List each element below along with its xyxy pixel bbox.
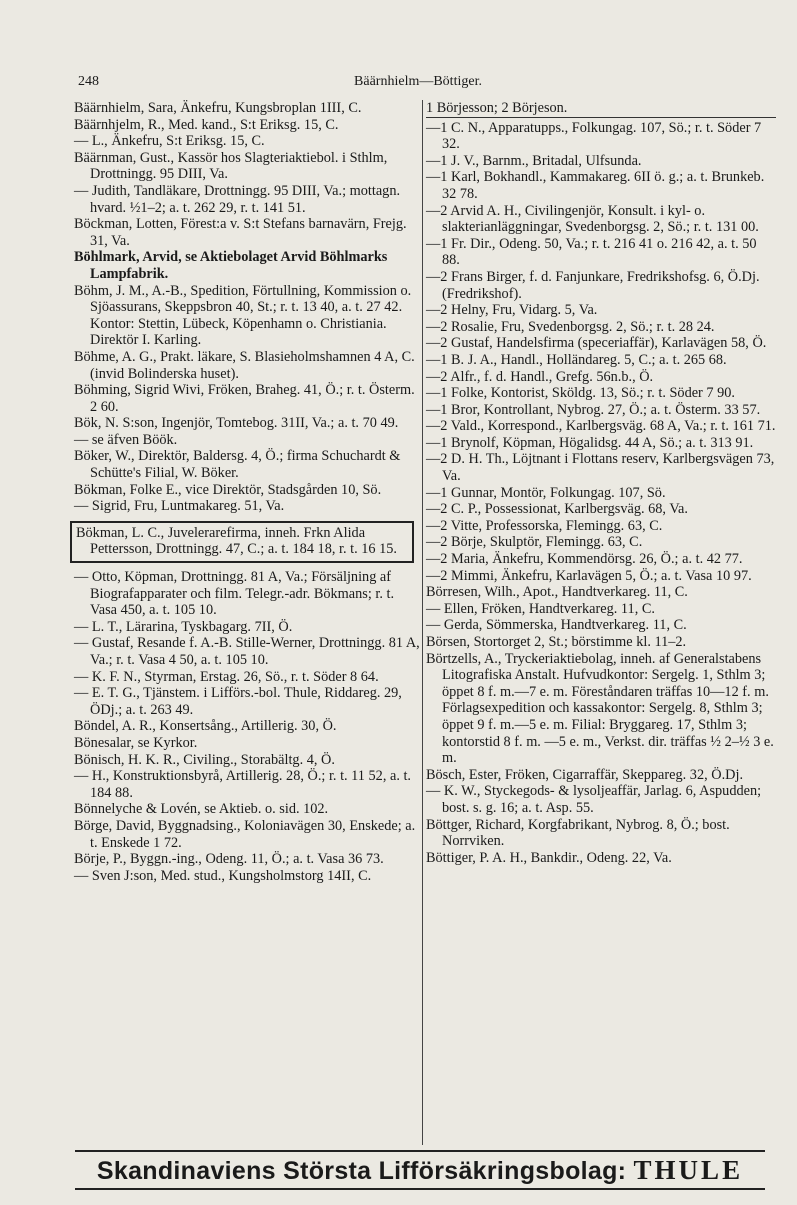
directory-entry: Böhming, Sigrid Wivi, Fröken, Braheg. 41, Ö.; r. t. Österm. 2 60. <box>74 382 415 415</box>
directory-entry: Bönnelyche & Lovén, se Aktieb. o. sid. 102. <box>74 801 329 818</box>
directory-entry: Bök, N. S:son, Ingenjör, Tomtebog. 31II, Va.; a. t. 70 49. <box>74 415 399 432</box>
directory-entry: Börresen, Wilh., Apot., Handtverkareg. 11, C. <box>426 584 688 601</box>
banner-brand: THULE <box>633 1155 744 1185</box>
directory-entry: —2 Gustaf, Handelsfirma (speceriaffär), Karlavägen 58, Ö. <box>426 335 767 352</box>
directory-entry: — H., Konstruktionsbyrå, Artillerig. 28, Ö.; r. t. 11 52, a. t. 184 88. <box>74 768 412 801</box>
directory-entry: — L. T., Lärarina, Tyskbagarg. 7II, Ö. <box>74 618 293 635</box>
directory-entry: —2 Alfr., f. d. Handl., Grefg. 56n.b., Ö. <box>426 368 654 385</box>
directory-entry: — Sigrid, Fru, Luntmakareg. 51, Va. <box>74 498 285 515</box>
advertisement-box <box>70 521 414 563</box>
directory-entry: —1 J. V., Barnm., Britadal, Ulfsunda. <box>426 152 642 169</box>
banner-text: Skandinaviens Största Lifförsäkringsbolag: <box>96 1157 627 1185</box>
directory-entry: Bäärnhjelm, R., Med. kand., S:t Eriksg. 15, C. <box>74 116 339 133</box>
directory-entry: —1 Folke, Kontorist, Sköldg. 13, Sö.; r. t. Söder 7 90. <box>426 385 735 402</box>
directory-entry: —2 D. H. Th., Löjtnant i Flottans reserv, Karlbergsvägen 73, Va. <box>426 451 775 485</box>
directory-entry: Böttger, Richard, Korgfabrikant, Nybrog. 8, Ö.; bost. Norrviken. <box>426 816 730 850</box>
advertisement-entry: Bökman, L. C., Juvelerarefirma, inneh. Frkn Alida Pettersson, Drottningg. 47, C.; a. t. 184 18, r. t. 16 15. <box>76 524 397 558</box>
directory-entry: Böhme, A. G., Prakt. läkare, S. Blasieholmshamnen 4 A, C. (invid Bolinderska huset). <box>74 348 415 382</box>
directory-entry: Börje, P., Byggn.-ing., Odeng. 11, Ö.; a. t. Vasa 36 73. <box>74 851 384 868</box>
directory-entry: — L., Änkefru, S:t Eriksg. 15, C. <box>74 133 265 150</box>
directory-entry: Börge, David, Byggnadsing., Koloniavägen 30, Enskede; a. t. Enskede 1 72. <box>74 817 416 851</box>
directory-entry: —1 C. N., Apparatupps., Folkungag. 107, Sö.; r. t. Söder 7 32. <box>426 119 762 153</box>
directory-entry: Böttiger, P. A. H., Bankdir., Odeng. 22, Va. <box>426 849 672 866</box>
directory-entry: Böhm, J. M., A.-B., Spedition, Förtullning, Kommission o. Sjöassurans, Skeppsbron 40, St.; r. t. 13 40, a. t. 27 42. Kontor: Stettin, Lübeck, Köpenhamn o. Christiania. Direktör I. Karling. <box>74 282 412 349</box>
left-column <box>74 100 420 884</box>
directory-entry: Böhlmark, Arvid, se Aktiebolaget Arvid Böhlmarks Lampfabrik. <box>74 249 388 282</box>
directory-entry: —1 B. J. A., Handl., Holländareg. 5, C.; a. t. 265 68. <box>426 351 727 368</box>
directory-entry: — K. F. N., Styrman, Erstag. 26, Sö., r. t. Söder 8 64. <box>74 668 379 685</box>
directory-entry: —1 Fr. Dir., Odeng. 50, Va.; r. t. 216 41 o. 216 42, a. t. 50 88. <box>426 235 757 269</box>
directory-entry: —2 Vald., Korrespond., Karlbergsväg. 68 A, Va.; r. t. 161 71. <box>426 418 776 435</box>
directory-entry: — E. T. G., Tjänstem. i Lifförs.-bol. Thule, Riddareg. 29, ÖDj.; a. t. 263 49. <box>74 685 402 718</box>
right-column <box>426 100 776 866</box>
directory-entry: —1 Gunnar, Montör, Folkungag. 107, Sö. <box>426 484 666 501</box>
left-entries-bottom <box>74 569 420 884</box>
directory-entry: Böker, W., Direktör, Baldersg. 4, Ö.; firma Schuchardt & Schütte's Filial, W. Böker. <box>74 448 401 482</box>
directory-entry: — Ellen, Fröken, Handtverkareg. 11, C. <box>426 600 655 617</box>
page-number: 248 <box>78 74 99 89</box>
directory-entry: — Gerda, Sömmerska, Handtverkareg. 11, C. <box>426 617 687 634</box>
directory-entry: —1 Bror, Kontrollant, Nybrog. 27, Ö.; a. t. Österm. 33 57. <box>426 401 761 418</box>
directory-entry: —2 Maria, Änkefru, Kommendörsg. 26, Ö.; a. t. 42 77. <box>426 551 743 568</box>
directory-entry: Bäärnman, Gust., Kassör hos Slagteriaktiebol. i Sthlm, Drottningg. 95 DIII, Va. <box>74 149 388 183</box>
column-divider <box>422 100 423 1145</box>
directory-entry: Bökman, Folke E., vice Direktör, Stadsgården 10, Sö. <box>74 481 382 498</box>
directory-entry: —1 Karl, Bokhandl., Kammakareg. 6II ö. g.; a. t. Brunkeb. 32 78. <box>426 169 765 202</box>
directory-entry: — Sven J:son, Med. stud., Kungsholmstorg 14II, C. <box>74 867 372 884</box>
advertisement-banner <box>75 1150 765 1190</box>
directory-entry: —2 Frans Birger, f. d. Fanjunkare, Fredrikshofsg. 6, Ö.Dj. (Fredrikshof). <box>426 268 760 302</box>
directory-entry: —2 C. P., Possessionat, Karlbergsväg. 68, Va. <box>426 501 688 518</box>
running-head: Bäärnhielm—Böttiger. <box>354 74 482 89</box>
directory-entry: — Judith, Tandläkare, Drottningg. 95 DIII, Va.; mottagn. hvard. ½1–2; a. t. 262 29, r. t. 141 51. <box>74 182 401 216</box>
directory-entry: —2 Börje, Skulptör, Flemingg. 63, C. <box>426 534 643 551</box>
directory-entry: Bönesalar, se Kyrkor. <box>74 734 198 751</box>
directory-entry: Bönisch, H. K. R., Civiling., Storabältg. 4, Ö. <box>74 751 335 768</box>
directory-entry: —2 Arvid A. H., Civilingenjör, Konsult. i kyl- o. slakterianläggningar, Svedenborgsg. 2, Sö.; r. t. 131 00. <box>426 202 759 236</box>
directory-entry: Böckman, Lotten, Förest:a v. S:t Stefans barnavärn, Frejg. 31, Va. <box>74 216 407 249</box>
page-header <box>78 74 758 94</box>
directory-entry: — Gustaf, Resande f. A.-B. Stille-Werner, Drottningg. 81 A, Va.; r. t. Vasa 4 50, a. t. 105 10. <box>74 635 420 668</box>
directory-entry: —2 Mimmi, Änkefru, Karlavägen 5, Ö.; a. t. Vasa 10 97. <box>426 567 752 584</box>
directory-entry: —2 Helny, Fru, Vidarg. 5, Va. <box>426 302 598 319</box>
directory-entry: — se äfven Böök. <box>74 431 178 448</box>
directory-entry: —2 Rosalie, Fru, Svedenborgsg. 2, Sö.; r. t. 28 24. <box>426 318 715 335</box>
directory-entry: — K. W., Styckegods- & lysoljeaffär, Jarlag. 6, Aspudden; bost. s. g. 16; a. t. Asp. 55. <box>426 783 762 816</box>
directory-entry: Bäärnhielm, Sara, Änkefru, Kungsbroplan 1III, C. <box>74 100 362 116</box>
surname-variants-note: 1 Börjesson; 2 Börjeson. <box>426 100 776 118</box>
directory-entry: Bösch, Ester, Fröken, Cigarraffär, Skeppareg. 32, Ö.Dj. <box>426 766 744 783</box>
directory-entry: — Otto, Köpman, Drottningg. 81 A, Va.; Försäljning af Biografapparater och film. Telegr.-adr. Bökmans; r. t. Vasa 450, a. t. 105 10. <box>74 569 395 619</box>
directory-entry: —1 Brynolf, Köpman, Högalidsg. 44 A, Sö.; a. t. 313 91. <box>426 434 754 451</box>
directory-entry: Böndel, A. R., Konsertsång., Artillerig. 30, Ö. <box>74 718 337 735</box>
left-entries-top <box>74 100 420 515</box>
directory-entry: Börtzells, A., Tryckeriaktiebolag, inneh. af Generalstabens Litografiska Anstalt. Hufvudkontor: Sergelg. 1, Sthlm 3; öppet 8 f. m.—7 e. m. Föreståndaren träffas 10—12 f. m. Förlagsexpedition och kassakontor: Sergelg. 8, Sthlm 3; öppet 9 f. m.—5 e. m. Filial: Bryggareg. 17, Sthlm 3; kontorstid 8 f. m. —5 e. m., Verkst. dir. träffas ½ 2–½ 3 e. m. <box>426 650 774 767</box>
directory-entry: —2 Vitte, Professorska, Flemingg. 63, C. <box>426 517 663 534</box>
directory-entry: Börsen, Stortorget 2, St.; börstimme kl. 11–2. <box>426 634 687 650</box>
